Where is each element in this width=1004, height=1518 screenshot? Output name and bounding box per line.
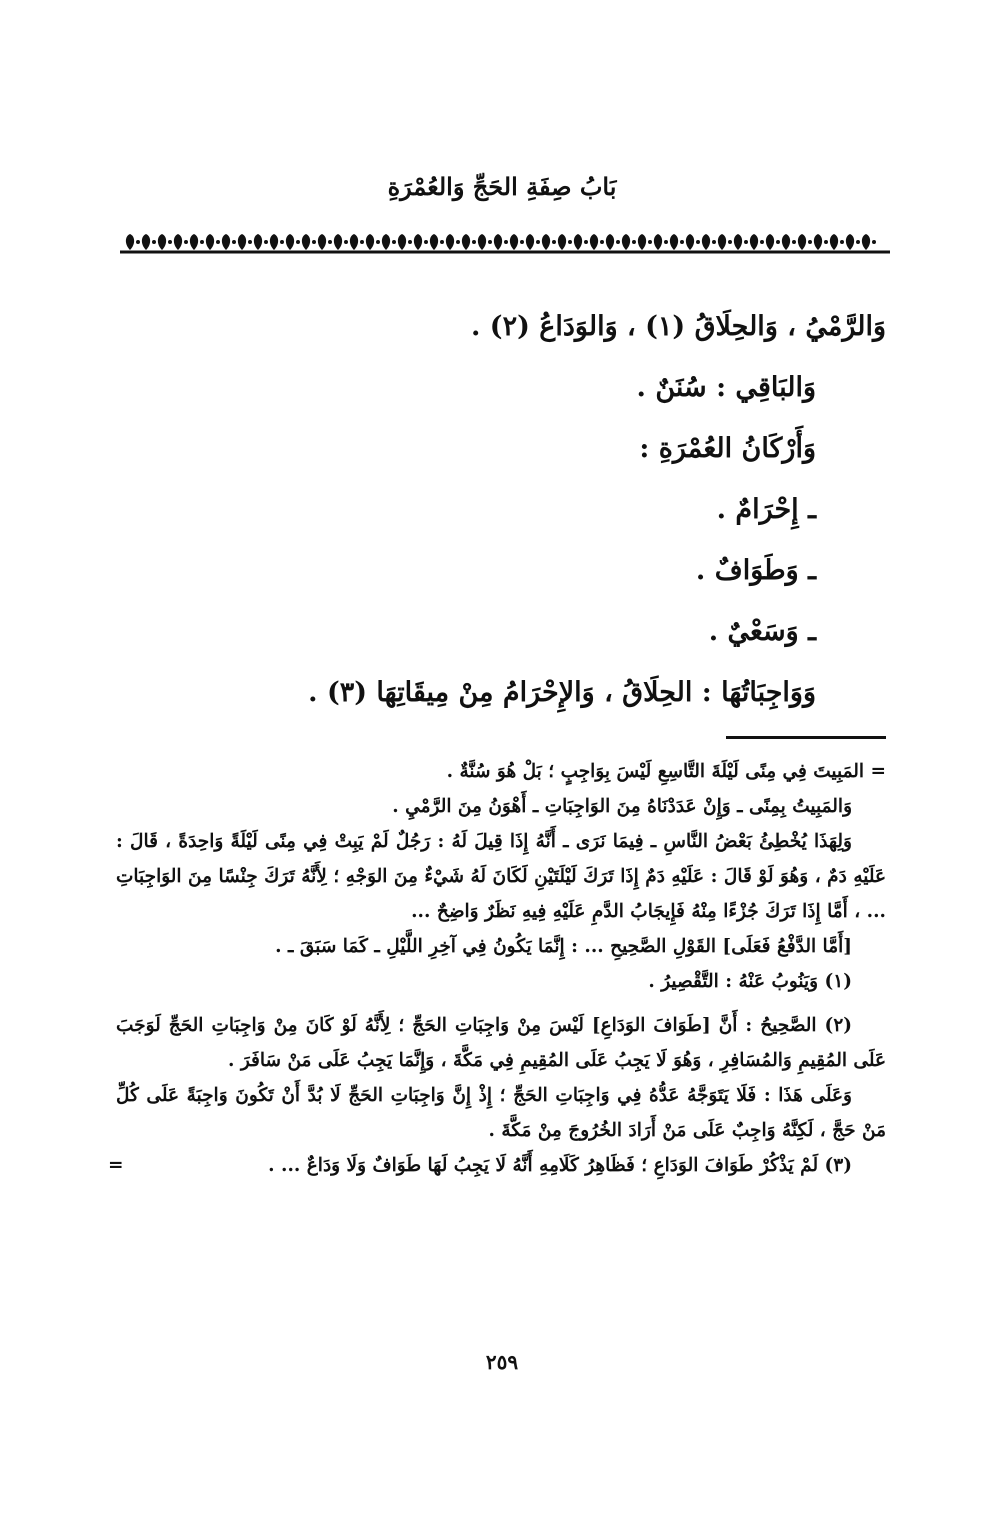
continued-mark: = bbox=[108, 1155, 124, 1176]
footnote-3-wrapper bbox=[108, 1148, 886, 1183]
main-line-sai: ـ وَسَعْيٌ . bbox=[708, 616, 816, 647]
footnote-2-continued: وَعَلَى هَذَا : فَلَا يَتَوَجَّهُ عَدُّهُ فِي وَاجِبَاتِ الحَجِّ ؛ إِذْ إِنَّ وَاجِبَاتِ الحَجِّ لَا بُدَّ أَنْ تَكُونَ وَاجِبَةً عَلَى كُلِّ مَنْ حَجَّ ، لَكِنَّهُ وَاجِبٌ عَلَى مَنْ أَرَادَ الخُرُوجَ مِنْ مَكَّةَ . bbox=[116, 1085, 886, 1141]
main-text bbox=[126, 296, 886, 723]
footnote-3: (٣) لَمْ يَذْكُرْ طَوَافَ الوَدَاعِ ؛ فَظَاهِرُ كَلَامِهِ أَنَّهُ لَا يَجِبُ لَهَا طَوَافٌ وَلَا وَدَاعٌ ... . bbox=[268, 1155, 852, 1176]
footnote-2: (٢) الصَّحِيحُ : أَنَّ [طَوَافَ الوَدَاعِ] لَيْسَ مِنْ وَاجِبَاتِ الحَجِّ ؛ لِأَنَّهُ لَوْ كَانَ مِنْ وَاجِبَاتِ الحَجِّ لَوَجَبَ عَلَى المُقِيمِ وَالمُسَافِرِ ، وَهُوَ لَا يَجِبُ عَلَى المُقِيمِ فِي مَكَّةَ ، وَإِنَّمَا يَجِبُ عَلَى مَنْ سَافَرَ . bbox=[116, 1015, 886, 1071]
footnote-paragraph: وَلِهَذَا يُخْطِئُ بَعْضُ النَّاسِ ـ فِيمَا نَرَى ـ أَنَّهُ إِذَا قِيلَ لَهُ : رَجُلٌ لَمْ يَبِتْ فِي مِنًى لَيْلَةً وَاحِدَةً ، قَالَ : عَلَيْهِ دَمٌ ، وَهُوَ لَوْ قَالَ : عَلَيْهِ دَمٌ إِذَا تَرَكَ لَيْلَتَيْنِ لَكَانَ لَهُ شَيْءٌ مِنَ الوَجْهِ ؛ لِأَنَّهُ تَرَكَ جِنْسًا مِنَ الوَاجِبَاتِ ... ، أَمَّا إِذَا تَرَكَ جُزْءًا مِنْهُ فَإِيجَابُ الدَّمِ عَلَيْهِ فِيهِ نَظَرٌ وَاضِحٌ ... bbox=[116, 831, 886, 922]
main-line-sunan: وَالبَاقِي : سُنَنٌ . bbox=[636, 372, 816, 403]
footnote-paragraph: [أَمَّا الدَّفْعُ فَعَلَى] القَوْلِ الصَّحِيحِ ... : إِنَّمَا يَكُونُ فِي آخِرِ اللَّيْلِ ـ كَمَا سَبَقَ ـ . bbox=[275, 936, 852, 957]
main-line-tawaf: ـ وَطَوَافٌ . bbox=[695, 555, 816, 586]
footnotes bbox=[108, 754, 886, 1183]
main-line-umrah-obligations: وَوَاجِبَاتُهَا : الحِلَاقُ ، وَالإِحْرَامُ مِنْ مِيقَاتِهَا (٣) . bbox=[308, 677, 816, 708]
page-number: ٢٥٩ bbox=[485, 1350, 519, 1374]
footnote-separator bbox=[726, 736, 886, 739]
chapter-title: بَابُ صِفَةِ الحَجِّ وَالعُمْرَةِ bbox=[387, 172, 617, 201]
main-line-umrah-pillars: وَأَرْكَانُ العُمْرَةِ : bbox=[639, 433, 816, 464]
main-line-ramy: وَالرَّمْيُ ، وَالحِلَاقُ (١) ، وَالوَدَاعُ (٢) . bbox=[470, 311, 886, 342]
footnote-1: (١) وَيَنُوبُ عَنْهُ : التَّقْصِيرُ . bbox=[648, 971, 852, 992]
main-line-ihram: ـ إِحْرَامٌ . bbox=[716, 494, 816, 525]
footnote-continuation: = المَبِيتَ فِي مِنًى لَيْلَةَ التَّاسِعِ لَيْسَ بِوَاجِبٍ ؛ بَلْ هُوَ سُنَّةٌ . bbox=[446, 761, 886, 782]
ornament-border bbox=[120, 230, 890, 256]
footnote-paragraph: وَالمَبِيتُ بِمِنًى ـ وَإِنْ عَدَدْنَاهُ مِنَ الوَاجِبَاتِ ـ أَهْوَنُ مِنَ الرَّمْيِ . bbox=[392, 796, 852, 817]
